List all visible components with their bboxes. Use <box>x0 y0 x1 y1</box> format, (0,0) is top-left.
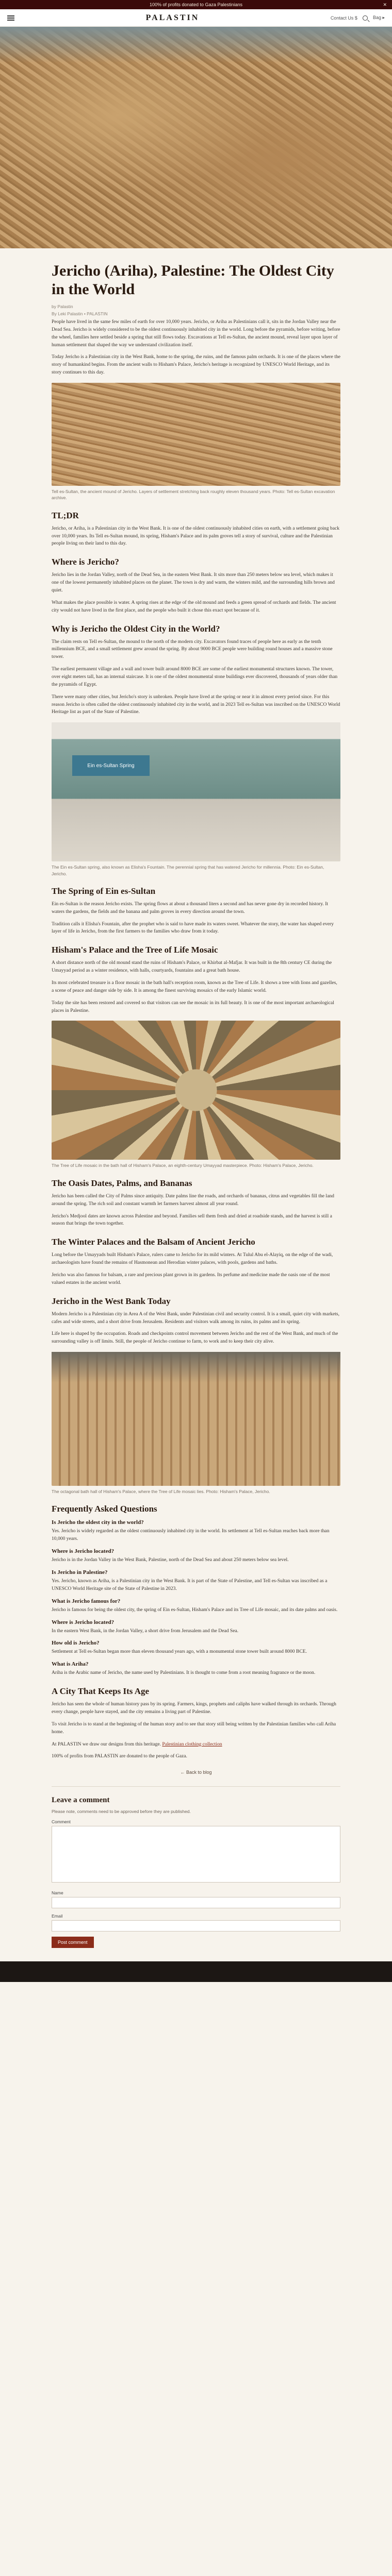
name-input[interactable] <box>52 1897 340 1908</box>
faq-question: Is Jericho the oldest city in the world? <box>52 1519 144 1526</box>
comment-label: Comment <box>52 1819 71 1825</box>
hero-image <box>0 27 392 248</box>
comment-heading: Leave a comment <box>52 1796 110 1805</box>
article-author: By Leki Palastin • PALASTIN <box>52 311 108 316</box>
collection-link[interactable]: Palestinian clothing collection <box>162 1741 222 1747</box>
figure-spring <box>52 722 340 877</box>
footer-bar <box>0 1961 392 1982</box>
faq-question: How old is Jericho? <box>52 1640 100 1647</box>
faq-heading: Frequently Asked Questions <box>52 1504 157 1514</box>
search-icon[interactable] <box>363 15 368 21</box>
close-icon[interactable]: ✕ <box>383 2 387 7</box>
section-heading: The Oasis Dates, Palms, and Bananas <box>52 1178 192 1188</box>
article <box>52 248 340 1961</box>
comment-note: Please note, comments need to be approved before they are published. <box>52 1809 191 1815</box>
section-paragraph: 100% of profits from PALASTIN are donated to the people of Gaza. <box>52 1753 187 1759</box>
section-paragraph: Jericho lies in the Jordan Valley, north of the Dead Sea, in the eastern West Bank. It sits more than 250 meters below sea level, which makes it one of the lowest permanently inhabited places on the planet. The town is dry and warm, the winters mild, and the surrounding hills brown and quiet. <box>52 572 335 593</box>
article-date: by Palastin <box>52 304 73 309</box>
figure-caption: The Tree of Life mosaic in the bath hall of Hisham's Palace, an eighth-century Umayyad masterpiece. Photo: Hisham's Palace, Jericho. <box>52 1163 314 1168</box>
mosaic-image <box>52 1021 340 1160</box>
figure-bath-hall <box>52 1352 340 1495</box>
section-paragraph: Life here is shaped by the occupation. Roads and checkpoints control movement between Jericho and the rest of the West Bank, and much of the surrounding valley is off limits. Still, the people of Jericho continue to farm, to work and to keep their city alive. <box>52 1331 338 1345</box>
email-label: Email <box>52 1913 63 1919</box>
faq-answer: Yes. Jericho is widely regarded as the oldest continuously inhabited city in the world. Its settlement at Tell es-Sultan reaches back more than 10,000 years. <box>52 1528 330 1542</box>
back-to-blog-link[interactable]: ← Back to blog <box>180 1770 212 1775</box>
figure-mosaic <box>52 1021 340 1168</box>
faq-answer: In the eastern West Bank, in the Jordan Valley, a short drive from Jerusalem and the Dead Sea. <box>52 1628 239 1634</box>
section-paragraph: Jericho, or Ariha, is a Palestinian city in the West Bank. It is one of the oldest continuously inhabited cities on earth, with a settlement going back over 10,000 years. Its Tell es-Sultan mound, its spring, Hisham's Palace and its palm groves tell a story of survival, culture and the Palestinian people living on their land to this day. <box>52 525 340 547</box>
post-comment-button[interactable]: Post comment <box>52 1937 94 1948</box>
bath-hall-image <box>52 1352 340 1486</box>
email-input[interactable] <box>52 1920 340 1931</box>
comment-form <box>52 1786 340 1961</box>
menu-icon[interactable] <box>7 15 14 21</box>
faq-list <box>52 1519 340 1677</box>
section-heading: Jericho in the West Bank Today <box>52 1296 171 1306</box>
section-heading: The Spring of Ein es-Sultan <box>52 886 156 896</box>
intro-paragraph: Today Jericho is a Palestinian city in the West Bank, home to the spring, the ruins, and the famous palm orchards. It is one of the places where the story of humankind begins. From the ancient walls to Hisham's Palace, Jericho's heritage is recognized by UNESCO World Heritage, and its story continues to this day. <box>52 354 341 376</box>
section-heading: Where is Jericho? <box>52 557 119 567</box>
name-label: Name <box>52 1890 63 1896</box>
spring-sign: Ein es-Sultan Spring <box>72 755 150 776</box>
faq-question: Is Jericho in Palestine? <box>52 1569 108 1575</box>
spring-image <box>52 722 340 861</box>
figure-caption: The octagonal bath hall of Hisham's Palace, where the Tree of Life mosaic lies. Photo: Hisham's Palace, Jericho. <box>52 1489 270 1495</box>
section-paragraph: Ein es-Sultan is the reason Jericho exists. The spring flows at about a thousand liters a second and has never gone dry in recorded history. It waters the gardens, the fields and the banana and palm groves in every direction around the town. <box>52 901 329 914</box>
section-heading: Hisham's Palace and the Tree of Life Mosaic <box>52 945 218 955</box>
section-paragraph <box>52 1741 340 1749</box>
faq-answer: Ariha is the Arabic name of Jericho, the name used by Palestinians. It is thought to come from a root meaning fragrance or the moon. <box>52 1670 316 1676</box>
section-heading: The Winter Palaces and the Balsam of Ancient Jericho <box>52 1237 255 1247</box>
section-paragraph: Its most celebrated treasure is a floor mosaic in the bath hall's reception room, known as the Tree of Life. It shows a tree with lions and gazelles, a scene of peace and danger side by side. It is among the finest surviving mosaics of the early Islamic world. <box>52 980 337 993</box>
closing-text: At PALASTIN we draw our designs from this heritage. <box>52 1741 161 1747</box>
faq-answer: Jericho is famous for being the oldest city, the spring of Ein es-Sultan, Hisham's Palace and its Tree of Life mosaic, and its date palms and oasis. <box>52 1606 338 1613</box>
currency-selector[interactable]: Contact Us $ <box>330 15 357 21</box>
section-paragraph: The claim rests on Tell es-Sultan, the mound to the north of the modern city. Excavators found traces of people here as early as the tenth millennium BCE, and a small settlement grew around the spring. By about 9000 BCE people were building round houses and a massive stone tower. <box>52 638 333 660</box>
excavation-image <box>52 383 340 486</box>
comment-textarea[interactable] <box>52 1826 340 1883</box>
section-heading: TL;DR <box>52 510 79 520</box>
section-paragraph: Jericho was also famous for balsam, a rare and precious plant grown in its gardens. Its perfume and medicine made the oasis one of the most valued estates in the ancient world. <box>52 1272 330 1285</box>
figure-tell-es-sultan <box>52 383 340 501</box>
announcement-bar <box>0 0 392 9</box>
faq-answer: Yes. Jericho, known as Ariha, is a Palestinian city in the West Bank. It is part of the State of Palestine, and Tell es-Sultan was inscribed as a UNESCO World Heritage site of the State of Palestine in 2023. <box>52 1578 328 1591</box>
section-paragraph: Jericho has been called the City of Palms since antiquity. Date palms line the roads, and orchards of bananas, citrus and vegetables fill the land around the spring. The rich soil and constant warmth let farmers harvest almost all year round. <box>52 1193 334 1207</box>
header-actions <box>331 15 385 21</box>
faq-question: What is Jericho famous for? <box>52 1598 121 1604</box>
figure-caption: The Ein es-Sultan spring, also known as Elisha's Fountain. The perennial spring that has watered Jericho for millennia. Photo: Ein es-Sultan, Jericho. <box>52 865 324 876</box>
figure-caption: Tell es-Sultan, the ancient mound of Jericho. Layers of settlement stretching back roughly eleven thousand years. Photo: Tell es-Sultan excavation archive. <box>52 489 335 501</box>
section-paragraph: There were many other cities, but Jericho's story is unbroken. People have lived at the spring or near it in almost every period since. For this reason Jericho is often called the oldest continuously inhabited city in the world, and in 2023 Tell es-Sultan was inscribed on the UNESCO World Heritage list as part of the State of Palestine. <box>52 693 340 715</box>
faq-answer: Jericho is in the Jordan Valley in the West Bank, Palestine, north of the Dead Sea and about 250 meters below sea level. <box>52 1557 289 1563</box>
section-paragraph: What makes the place possible is water. A spring rises at the edge of the old mound and feeds a green spread of orchards and fields. The ancient city would not have lived in the first place, and the people who built it chose this exact spot because of it. <box>52 599 336 613</box>
intro-paragraph: People have lived in the same few miles of earth for over 10,000 years. Jericho, or Ariha as Palestinians call it, sits in the Jordan Valley near the Dead Sea. Jericho is widely considered to be the oldest continuously inhabited city in the world. Long before the pyramids, before writing, before the wheel, families here settled beside a spring that still flows today. Excavations at Tell es-Sultan, the ancient mound, reveal layer upon layer of human settlement that shaped the way we understand civilization itself. <box>52 319 340 348</box>
site-header <box>0 9 392 27</box>
section-paragraph: Today the site has been restored and covered so that visitors can see the mosaic in its full beauty. It is one of the most important archaeological places in Palestine. <box>52 999 334 1013</box>
section-paragraph: To visit Jericho is to stand at the beginning of the human story and to see that story still being written by the Palestinian families who call Ariha home. <box>52 1721 336 1735</box>
section-heading: Why is Jericho the Oldest City in the World? <box>52 623 220 634</box>
section-paragraph: Jericho's Medjool dates are known across Palestine and beyond. Families sell them fresh and dried at roadside stands, and the harvest is still a season that brings the town together. <box>52 1213 332 1227</box>
faq-question: Where is Jericho located? <box>52 1619 115 1625</box>
announcement-text: 100% of profits donated to Gaza Palestinians <box>149 2 243 7</box>
site-logo[interactable]: PALASTIN <box>145 13 200 22</box>
section-paragraph: Modern Jericho is a Palestinian city in Area A of the West Bank, under Palestinian civil and security control. It is a small, quiet city with markets, cafes and wide streets, and a short drive from Jerusalem. Residents and visitors walk among its ruins, its palms and its spring. <box>52 1311 340 1325</box>
section-paragraph: Tradition calls it Elisha's Fountain, after the prophet who is said to have made its waters sweet. Whatever the story, the water has shaped every layer of life in Jericho, from the first farmers to the families who draw from it today. <box>52 921 334 935</box>
faq-question: What is Ariha? <box>52 1661 89 1668</box>
section-paragraph: Jericho has seen the whole of human history pass by its spring. Farmers, kings, prophets and caliphs have walked through its orchards. Through every change, people have stayed, and the city remains a living part of Palestine. <box>52 1701 336 1715</box>
section-heading: A City That Keeps Its Age <box>52 1686 150 1697</box>
section-paragraph: The earliest permanent village and a wall and tower built around 8000 BCE are some of the earliest monumental structures known. The tower, over eight meters tall, has an internal staircase. It is one of the oldest monumental stone buildings ever discovered, thousands of years older than the pyramids of Egypt. <box>52 666 338 687</box>
faq-answer: Settlement at Tell es-Sultan began more than eleven thousand years ago, with a monumental stone tower built around 8000 BCE. <box>52 1649 307 1655</box>
faq-question: Where is Jericho located? <box>52 1548 115 1555</box>
section-paragraph: A short distance north of the old mound stand the ruins of Hisham's Palace, or Khirbat al-Mafjar. It was built in the 8th century CE during the Umayyad period as a winter residence, with halls, courtyards, fountains and a great bath house. <box>52 960 332 974</box>
cart-link[interactable]: Bag ▸ <box>372 15 385 20</box>
article-title: Jericho (Ariha), Palestine: The Oldest City in the World <box>52 262 334 298</box>
section-paragraph: Long before the Umayyads built Hisham's Palace, rulers came to Jericho for its mild winters. At Tulul Abu el-Alayiq, on the edge of the wadi, archaeologists have found the remains of Hasmonean and Herodian winter palaces, with pools, gardens and baths. <box>52 1252 333 1266</box>
